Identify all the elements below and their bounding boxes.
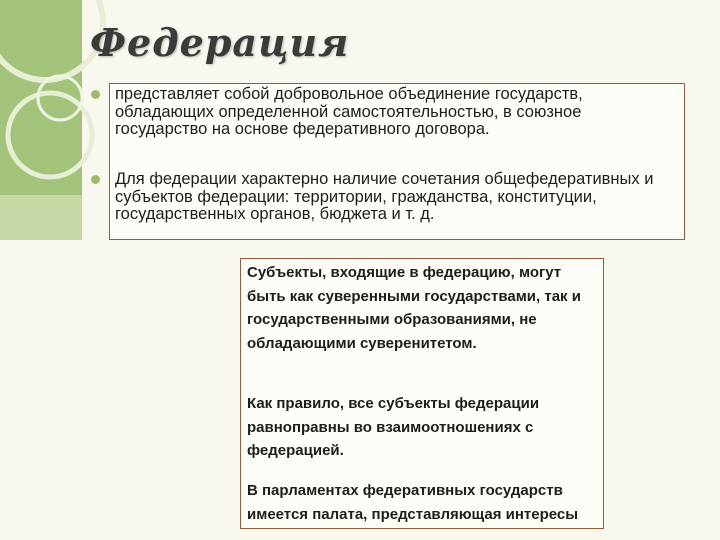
note-paragraph-subjects: Субъекты, входящие в федерацию, могут быть как суверенными государствами, так и государственными образованиями, не обладающими суверенитетом. <box>247 264 581 352</box>
green-accent-bar-light <box>0 195 82 240</box>
note-paragraph-equality: Как правило, все субъекты федерации равноправны во взаимоотношениях с федерацией. <box>247 395 540 459</box>
bullet-text: представляет собой добровольное объединение государств, обладающих определенной самостоятельностью, в союзное государство на основе федеративного договора. <box>115 85 583 139</box>
bullet-dot-icon <box>91 90 100 99</box>
bullet-characteristics <box>115 171 680 224</box>
note-paragraph-parliament: В парламентах федеративных государств имеется палата, представляющая интересы <box>247 482 579 523</box>
subjects-note-box <box>240 258 604 529</box>
bullet-definition <box>115 86 585 139</box>
bullet-dot-icon <box>91 175 100 184</box>
bullet-text: Для федерации характерно наличие сочетания общефедеративных и субъектов федерации: территории, гражданства, конституции, государственных органов, бюджета и т. д. <box>115 170 654 224</box>
slide-title: Федерация <box>90 20 350 65</box>
definition-box <box>109 83 685 240</box>
